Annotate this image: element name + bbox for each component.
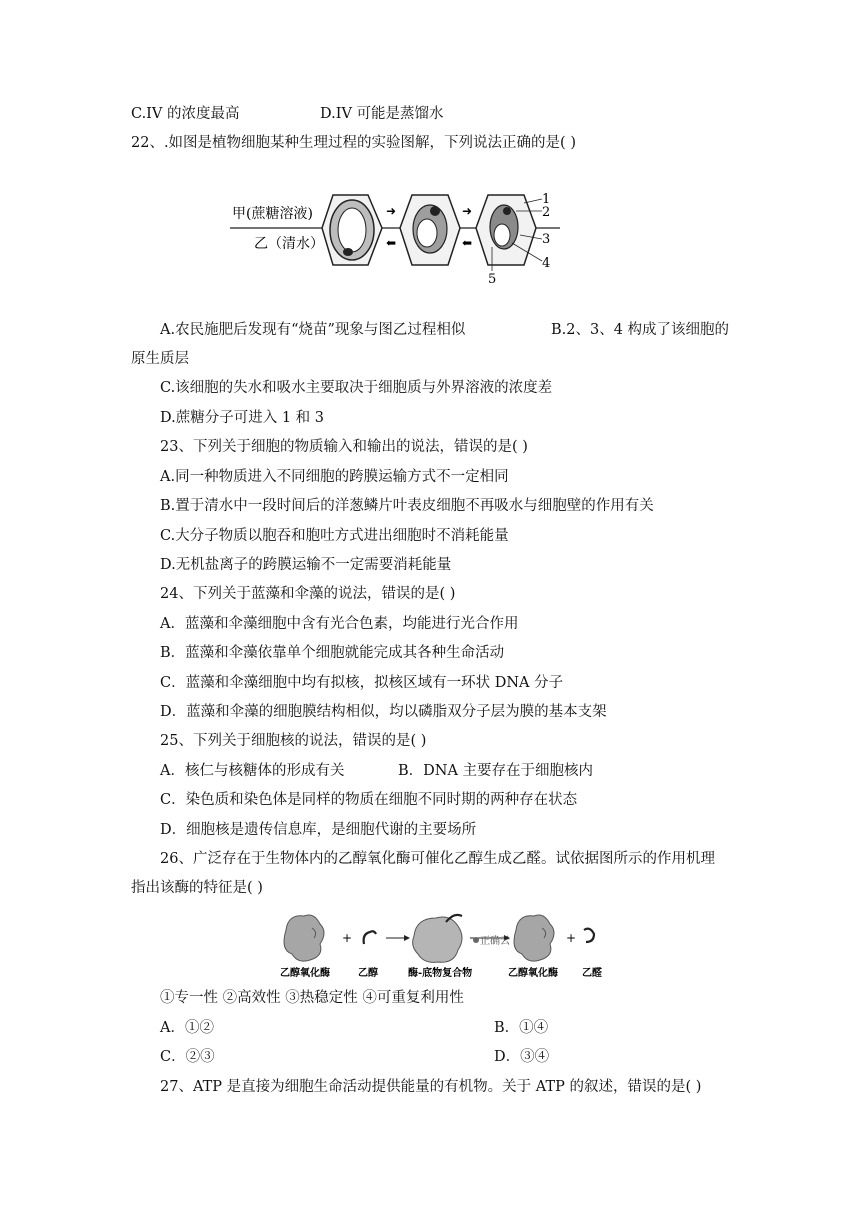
arrow-left-1-icon: ⬅ xyxy=(386,236,397,250)
q21-option-d: D.IV 可能是蒸馏水 xyxy=(320,106,444,122)
q23-option-d: D.无机盐离子的跨膜运输不一定需要消耗能量 xyxy=(160,557,452,573)
fig-number-3: 3 xyxy=(542,232,551,247)
q26-option-c: C．②③ xyxy=(160,1049,215,1065)
q25-option-d: D．细胞核是遗传信息库，是细胞代谢的主要场所 xyxy=(160,822,477,838)
svg-text:+: + xyxy=(566,931,577,945)
arrow-right-2-icon: ➜ xyxy=(462,204,473,218)
q22-option-d: D.蔗糖分子可进入 1 和 3 xyxy=(160,410,324,426)
q26-option-b: B．①④ xyxy=(494,1020,549,1036)
label-complex: 酶-底物复合物 xyxy=(408,968,473,979)
q22-option-c: C.该细胞的失水和吸水主要取决于细胞质与外界溶液的浓度差 xyxy=(160,380,553,396)
fig-label-water: 乙（清水） xyxy=(254,236,324,252)
q24-option-b: B．蓝藻和伞藻依靠单个细胞就能完成其各种生命活动 xyxy=(160,645,505,661)
watermark-text: 正确云 xyxy=(480,936,510,947)
svg-text:+: + xyxy=(342,931,353,945)
q23-option-a: A.同一种物质进入不同细胞的跨膜运输方式不一定相同 xyxy=(160,469,509,485)
q26-stem: 26、广泛存在于生物体内的乙醇氧化酶可催化乙醇生成乙醛。试依据图所示的作用机理 xyxy=(160,851,715,867)
q26-option-a: A．①② xyxy=(160,1020,214,1036)
q23-option-b: B.置于清水中一段时间后的洋葱鳞片叶表皮细胞不再吸水与细胞壁的作用有关 xyxy=(160,498,654,514)
q22-stem: 22、.如图是植物细胞某种生理过程的实验图解，下列说法正确的是( ) xyxy=(131,135,576,151)
q23-stem: 23、下列关于细胞的物质输入和输出的说法，错误的是( ) xyxy=(160,439,528,455)
q23-option-c: C.大分子物质以胞吞和胞吐方式进出细胞时不消耗能量 xyxy=(160,528,509,544)
q22-option-b: B.2、3、4 构成了该细胞的 xyxy=(551,322,730,338)
q24-stem: 24、下列关于蓝藻和伞藻的说法，错误的是( ) xyxy=(160,586,456,602)
q26-stem-cont: 指出该酶的特征是( ) xyxy=(131,880,263,896)
label-ethanol-oxidase-2: 乙醇氧化酶 xyxy=(508,968,558,979)
arrow-right-1-icon: ➜ xyxy=(386,204,397,218)
q22-cell-diagram xyxy=(230,185,580,285)
fig-number-5: 5 xyxy=(488,272,497,285)
q26-features: ①专一性 ②高效性 ③热稳定性 ④可重复利用性 xyxy=(160,990,464,1006)
label-ethanol-oxidase-1: 乙醇氧化酶 xyxy=(280,968,330,979)
q24-option-c: C．蓝藻和伞藻细胞中均有拟核，拟核区域有一环状 DNA 分子 xyxy=(160,675,564,691)
label-acetaldehyde: 乙醛 xyxy=(582,968,602,979)
label-ethanol: 乙醇 xyxy=(358,968,378,979)
q25-option-a: A．核仁与核糖体的形成有关 xyxy=(160,763,345,779)
q26-enzyme-diagram xyxy=(278,910,618,980)
q24-option-d: D．蓝藻和伞藻的细胞膜结构相似，均以磷脂双分子层为膜的基本支架 xyxy=(160,704,607,720)
fig-number-1: 1 xyxy=(542,192,551,207)
q21-option-c: C.IV 的浓度最高 xyxy=(131,106,240,122)
q24-option-a: A．蓝藻和伞藻细胞中含有光合色素，均能进行光合作用 xyxy=(160,616,519,632)
q22-option-b-cont: 原生质层 xyxy=(131,351,189,367)
arrow-left-2-icon: ⬅ xyxy=(462,236,473,250)
q25-option-c: C．染色质和染色体是同样的物质在细胞不同时期的两种存在状态 xyxy=(160,792,578,808)
fig-number-4: 4 xyxy=(542,256,551,271)
q25-stem: 25、下列关于细胞核的说法，错误的是( ) xyxy=(160,733,427,749)
q25-option-b: B．DNA 主要存在于细胞核内 xyxy=(398,763,594,779)
fig-number-2: 2 xyxy=(542,205,551,220)
fig-label-sucrose: 甲(蔗糖溶液) xyxy=(232,206,313,222)
q27-stem: 27、ATP 是直接为细胞生命活动提供能量的有机物。关于 ATP 的叙述，错误的是( ) xyxy=(160,1079,702,1095)
q26-option-d: D．③④ xyxy=(494,1049,550,1065)
q22-option-a: A.农民施肥后发现有“烧苗”现象与图乙过程相似 xyxy=(160,322,466,338)
